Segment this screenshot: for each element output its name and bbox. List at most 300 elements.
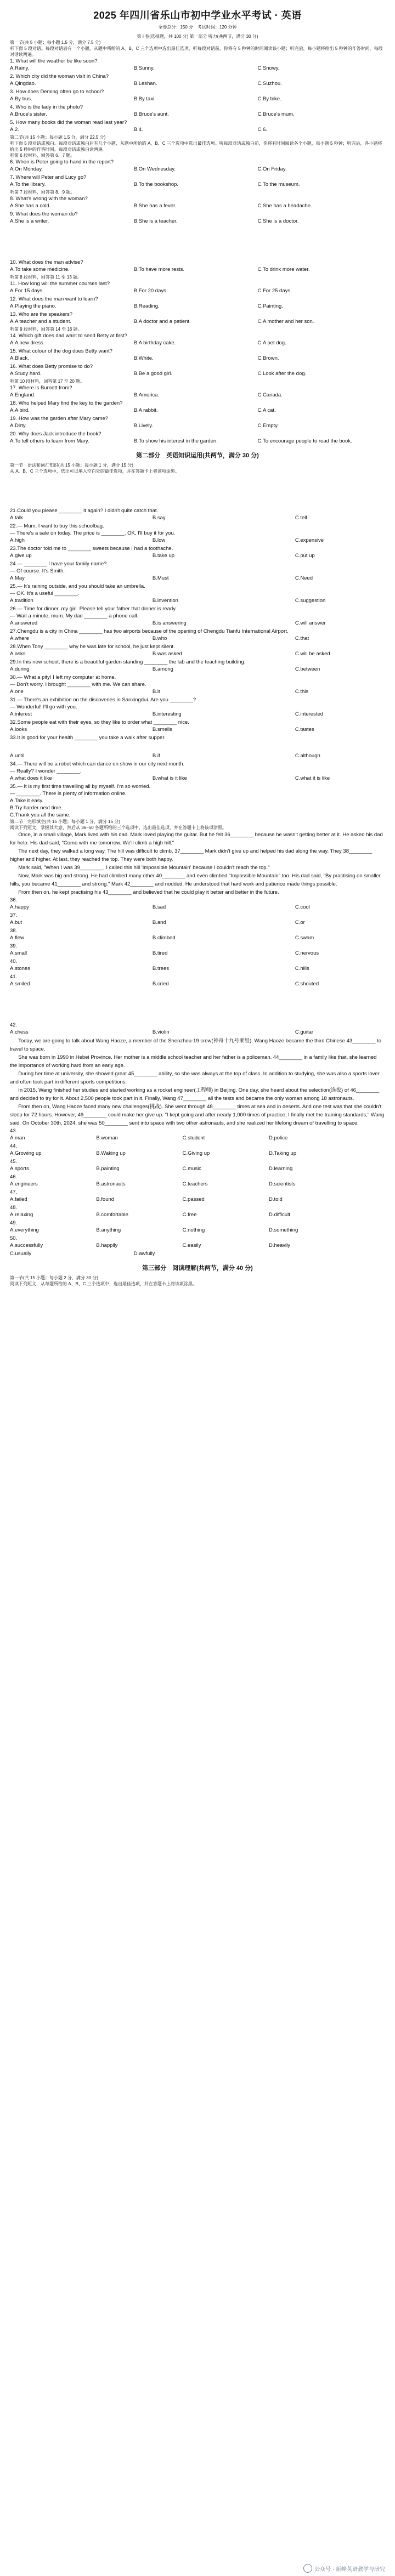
option[interactable]: A.high bbox=[10, 537, 25, 543]
option-row bbox=[10, 1165, 385, 1173]
question: — Wait a minute, mum. My dad ________ a phone call. bbox=[10, 613, 139, 619]
option[interactable]: C.To drink more water. bbox=[257, 266, 310, 273]
option[interactable]: B.To show his interest in the garden. bbox=[133, 438, 218, 444]
option[interactable]: A.Playing the piano. bbox=[10, 303, 57, 309]
option[interactable]: C.shouted bbox=[295, 981, 319, 987]
option[interactable]: C.guitar bbox=[295, 1029, 314, 1035]
option-row bbox=[10, 666, 385, 673]
option[interactable]: A.answered bbox=[10, 620, 38, 626]
passage-paragraph: Today, we are going to talk about Wang Haoze, a member of the Shenzhou-19 crew(神舟十九号乘组). Wang Haoze became the third Chinese 43________ to travel to space. bbox=[10, 1038, 382, 1052]
option[interactable]: B.violin bbox=[152, 1029, 170, 1035]
option[interactable]: A.happy bbox=[10, 904, 29, 910]
question: 37. bbox=[10, 912, 18, 918]
passage-paragraph: Now, Mark was big and strong. He had climbed many other 40________ and even climbed "Impossible Mountain" too. His dad said, "By practising on smaller hills, you became 41________ and strong." Mark 42________ and nodded. He understood that hard work and patience made things possible. bbox=[10, 873, 381, 887]
option[interactable]: C.On Friday. bbox=[257, 166, 287, 172]
option[interactable]: C.or bbox=[295, 920, 305, 926]
option-row bbox=[10, 266, 385, 274]
option[interactable]: C.Canada. bbox=[257, 392, 283, 398]
option[interactable]: A.Study hard. bbox=[10, 371, 42, 377]
option[interactable]: A.smiled bbox=[10, 981, 30, 987]
option[interactable]: B.interesting bbox=[152, 711, 182, 717]
option[interactable]: D.police bbox=[268, 1135, 288, 1141]
option[interactable]: C.She has a headache. bbox=[257, 203, 312, 209]
option[interactable]: C.passed bbox=[182, 1196, 205, 1202]
question: 8. What's wrong with the woman? bbox=[10, 196, 88, 202]
option[interactable]: C.For 25 days. bbox=[257, 288, 292, 294]
option[interactable]: B.astronauts bbox=[96, 1181, 126, 1187]
option[interactable]: B.smells bbox=[152, 727, 172, 733]
question: — Wonderful! I'll go with you. bbox=[10, 704, 77, 710]
option[interactable]: C.Suzhou. bbox=[257, 81, 282, 87]
question: 31.— There's an exhibition on the discoveries in Sanxingdui. Are you ________? bbox=[10, 697, 196, 703]
option[interactable]: C.nervous bbox=[295, 950, 319, 956]
material-note: 听第 9 段材料，回答第 14 至 16 题。 bbox=[10, 327, 82, 332]
question: — Really? I wonder ________. bbox=[10, 768, 82, 774]
option[interactable]: A.A teacher and a student. bbox=[10, 319, 71, 325]
option[interactable]: C.Bruce's mum. bbox=[257, 111, 295, 117]
question-group bbox=[10, 195, 385, 225]
option[interactable]: C.student bbox=[182, 1135, 205, 1141]
option[interactable]: B.tired bbox=[152, 950, 168, 956]
option[interactable]: B.She is a teacher. bbox=[133, 218, 178, 224]
question-group bbox=[10, 507, 385, 741]
option[interactable]: C.between bbox=[295, 666, 320, 672]
option[interactable]: D.something bbox=[268, 1227, 298, 1233]
question: 48. bbox=[10, 1205, 18, 1211]
option-row bbox=[10, 1242, 385, 1250]
option[interactable]: A.She is a writer. bbox=[10, 218, 49, 224]
section-instructions: 阅读下列短文，从每题所给的 A、B、C 三个选项中，选出最佳选项，并在答题卡上将该项涂黑。 bbox=[10, 1281, 197, 1286]
option[interactable]: A.sports bbox=[10, 1166, 29, 1172]
option[interactable]: B.low bbox=[152, 537, 166, 543]
option[interactable]: C.cool bbox=[295, 904, 310, 910]
option-row bbox=[10, 438, 385, 445]
option[interactable]: C.usually bbox=[10, 1251, 32, 1257]
material-note: 听第 7 段材料，回答第 8、9 题。 bbox=[10, 190, 75, 195]
question: 45. bbox=[10, 1159, 18, 1165]
watermark bbox=[303, 2564, 385, 2573]
option[interactable]: A.Qingdao. bbox=[10, 81, 36, 87]
option-row bbox=[10, 965, 385, 973]
option[interactable]: A.May bbox=[10, 575, 25, 581]
option-row bbox=[10, 202, 385, 210]
question-group bbox=[10, 897, 385, 988]
option-row bbox=[10, 597, 385, 605]
option[interactable]: B.among bbox=[152, 666, 173, 672]
option[interactable]: C.what it is like bbox=[295, 775, 330, 781]
option[interactable]: B.climbed bbox=[152, 935, 176, 941]
option-row bbox=[10, 303, 385, 310]
question-group bbox=[10, 1127, 385, 1258]
option[interactable]: C.To the museum. bbox=[257, 181, 300, 188]
option[interactable]: C.Giving up bbox=[182, 1150, 210, 1156]
question: 46. bbox=[10, 1174, 18, 1180]
option[interactable]: B.Sunny. bbox=[133, 65, 155, 71]
material-note: 听第 8 段材料，回答第 11 至 13 题。 bbox=[10, 275, 82, 280]
option[interactable]: C.although bbox=[295, 753, 320, 759]
passage-paragraph: From then on, Wang Haoze faced many new challenges(挑战). She went through 48________ times at sea and in deserts. And one test was that she couldn't sleep for 72 hours. However, 49________ could make her give up. "I kept going and after nearly 1,000 times of practice, I finally met the training standards," Wang said. On October 30th, 2024, she was 50________ sent into space with two other astronauts, and she realized her lifelong dream of travelling to space. bbox=[10, 1104, 385, 1126]
question: 2. Which city did the woman visit in China? bbox=[10, 73, 109, 80]
option[interactable]: C.Thank you all the same. bbox=[10, 812, 71, 818]
option[interactable]: B.White. bbox=[133, 355, 154, 361]
section-note: 第一节 语法和词汇知识(共 15 小题；每小题 1 分，满分 15 分) bbox=[10, 463, 133, 468]
option[interactable]: A.A new dress. bbox=[10, 340, 45, 346]
option[interactable]: C.will answer bbox=[295, 620, 326, 626]
option[interactable]: A.Black. bbox=[10, 355, 29, 361]
option-row bbox=[10, 318, 385, 326]
option-row bbox=[10, 726, 385, 734]
question: 44. bbox=[10, 1143, 18, 1149]
material-note: 听第 10 段材料，回答第 17 至 20 题。 bbox=[10, 379, 85, 384]
option[interactable]: B.sad bbox=[152, 904, 166, 910]
option[interactable]: A.To the library. bbox=[10, 181, 46, 188]
option[interactable]: B.was asked bbox=[152, 651, 182, 657]
option[interactable]: C.that bbox=[295, 636, 309, 642]
option[interactable]: C.tastes bbox=[295, 727, 314, 733]
option[interactable]: B.who bbox=[152, 636, 167, 642]
option-row bbox=[10, 688, 385, 696]
question: 18. Who helped Mary find the key to the garden? bbox=[10, 400, 123, 406]
question: 19. How was the garden after Mary came? bbox=[10, 416, 109, 422]
question: 30.— What a pity! I left my computer at home. bbox=[10, 674, 116, 680]
question: 24.— ________ I have your family name? bbox=[10, 561, 107, 567]
question: 29.In this new school, there is a beautiful garden standing ________ the lab and the teaching building. bbox=[10, 659, 246, 665]
option-row bbox=[10, 552, 385, 560]
option[interactable]: C.put up bbox=[295, 553, 315, 559]
section-note: 第一节(共 15 小题；每小题 2 分，满分 30 分) bbox=[10, 1275, 98, 1280]
option[interactable]: A.On Monday. bbox=[10, 166, 43, 172]
option[interactable]: B.Lively. bbox=[133, 423, 153, 429]
option-row bbox=[10, 950, 385, 957]
watermark-text: 公众号 · 新峰英语教学与研究 bbox=[314, 2566, 385, 2573]
part3-header: 第三部分 阅读理解(共两节，满分 40 分) bbox=[142, 1265, 253, 1272]
option[interactable]: B.take up bbox=[152, 553, 175, 559]
option[interactable]: C.A mother and her son. bbox=[257, 319, 314, 325]
option-row bbox=[10, 1029, 385, 1036]
question: 17. Where is Burnett from? bbox=[10, 385, 72, 391]
option-row bbox=[10, 218, 385, 225]
option[interactable]: B.Try harder next time. bbox=[10, 805, 63, 811]
section-note: 第二节(共 15 小题；每小题 1.5 分，满分 22.5 分) bbox=[10, 135, 106, 140]
option-row bbox=[10, 422, 385, 430]
cloze-passage bbox=[10, 831, 385, 897]
option[interactable]: C.nothing bbox=[182, 1227, 205, 1233]
question: 42. bbox=[10, 1022, 18, 1028]
question: 50. bbox=[10, 1235, 18, 1241]
option[interactable]: C.this bbox=[295, 689, 309, 695]
question: 7. Where will Peter and Lucy go? bbox=[10, 174, 87, 180]
question: 9. What does the woman do? bbox=[10, 211, 78, 217]
option[interactable]: A.2. bbox=[10, 127, 19, 133]
part1-header: 第 I 卷(选择题，共 100 分) 第一部分 听力(共两节，满分 30 分) bbox=[137, 34, 258, 39]
question-group bbox=[10, 384, 385, 445]
option[interactable]: B.painting bbox=[96, 1166, 120, 1172]
option-row bbox=[10, 1211, 385, 1219]
option[interactable]: A.where bbox=[10, 636, 29, 642]
option[interactable]: D.learning bbox=[268, 1166, 293, 1172]
question-group bbox=[10, 332, 385, 378]
passage-paragraph: The next day, they walked a long way. The hill was difficult to climb, 37________ Mark didn't give up and helped his dad along the way. They 38________ higher and higher. At last, they reached the top. They were both happy. bbox=[10, 848, 373, 863]
option[interactable]: C.will be asked bbox=[295, 651, 330, 657]
wechat-icon bbox=[303, 2564, 312, 2573]
question: — There's a sale on today. The price is ________. OK, I'll buy it for you. bbox=[10, 530, 176, 536]
exam-info: 全卷总分：150 分 考试时间：120 分钟 bbox=[158, 25, 237, 30]
question: 15. What colour of the dog does Betty want? bbox=[10, 348, 112, 354]
option-row bbox=[10, 1196, 385, 1204]
option[interactable]: A.Dirty. bbox=[10, 423, 27, 429]
option[interactable]: C.Brown. bbox=[257, 355, 279, 361]
option[interactable]: A.looks bbox=[10, 727, 27, 733]
option-row bbox=[10, 904, 385, 911]
option[interactable]: A.until bbox=[10, 753, 25, 759]
option-row bbox=[10, 775, 385, 782]
option[interactable]: B.To have more rests. bbox=[133, 266, 185, 273]
option-row bbox=[10, 111, 385, 118]
exam-page bbox=[10, 8, 385, 1287]
option[interactable]: C.free bbox=[182, 1212, 197, 1218]
option-row bbox=[10, 95, 385, 103]
option[interactable]: B.trees bbox=[152, 966, 170, 972]
option[interactable]: B.A doctor and a patient. bbox=[133, 319, 191, 325]
option[interactable]: A.talk bbox=[10, 515, 23, 521]
option[interactable]: A.Take it easy. bbox=[10, 798, 44, 804]
question: 25.— It's raining outside, and you should take an umbrella. bbox=[10, 583, 145, 589]
option[interactable]: A.England. bbox=[10, 392, 36, 398]
question: 4. Who is the lady in the photo? bbox=[10, 104, 83, 110]
option[interactable]: A.failed bbox=[10, 1196, 27, 1202]
question: 22.— Mum, I want to buy this schoolbag. bbox=[10, 523, 104, 529]
question: 21.Could you please ________ it again? I didn't quite catch that. bbox=[10, 508, 159, 514]
question: 10. What does the man advise? bbox=[10, 259, 83, 265]
option[interactable]: C.tell bbox=[295, 515, 307, 521]
option[interactable]: D.Taking up bbox=[268, 1150, 297, 1156]
option[interactable]: A.To take some medicine. bbox=[10, 266, 70, 273]
option[interactable]: A.asks bbox=[10, 651, 26, 657]
option[interactable]: C.teachers bbox=[182, 1181, 208, 1187]
option[interactable]: C.Need bbox=[295, 575, 313, 581]
option[interactable]: A.give up bbox=[10, 553, 32, 559]
option[interactable]: B.On Wednesday. bbox=[133, 166, 176, 172]
option-row bbox=[10, 287, 385, 295]
option[interactable]: D.heavily bbox=[268, 1242, 291, 1249]
question: 47. bbox=[10, 1189, 18, 1195]
question: 3. How does Deming often go to school? bbox=[10, 89, 104, 95]
option[interactable]: B.woman bbox=[96, 1135, 118, 1141]
question: — Of course. It's Smith. bbox=[10, 568, 65, 574]
option-row bbox=[10, 1250, 385, 1258]
option[interactable]: B.4. bbox=[133, 127, 143, 133]
passage-paragraph: From then on, he kept practising his 43________ and believed that he could play it better and better in the future. bbox=[18, 889, 279, 895]
option[interactable]: B.happily bbox=[96, 1242, 118, 1249]
option[interactable]: A.but bbox=[10, 920, 22, 926]
option[interactable]: A.relaxing bbox=[10, 1212, 33, 1218]
option-row bbox=[10, 537, 385, 544]
option[interactable]: A.successfully bbox=[10, 1242, 43, 1249]
option[interactable]: C.By bike. bbox=[257, 96, 281, 102]
option-row bbox=[10, 391, 385, 399]
option-row bbox=[10, 1150, 385, 1158]
option[interactable]: A.Rainy. bbox=[10, 65, 30, 71]
option[interactable]: A.To tell others to learn from Mary. bbox=[10, 438, 89, 444]
option[interactable]: B.invention bbox=[152, 598, 178, 604]
option-row bbox=[10, 1134, 385, 1142]
option[interactable]: C.She is a doctor. bbox=[257, 218, 299, 224]
question: 35.— It is my first time travelling all by myself. I'm so worried. bbox=[10, 784, 151, 790]
option[interactable]: A.one bbox=[10, 689, 24, 695]
question: 14. Which gift does dad want to send Betty at first? bbox=[10, 333, 127, 339]
option[interactable]: C.swam bbox=[295, 935, 314, 941]
option[interactable]: A.interest bbox=[10, 711, 32, 717]
option[interactable]: B.America. bbox=[133, 392, 160, 398]
question: — OK. It's a useful ________. bbox=[10, 591, 80, 597]
option-row bbox=[10, 181, 385, 189]
option-row bbox=[10, 166, 385, 173]
option-row bbox=[10, 126, 385, 134]
option[interactable]: A.stones bbox=[10, 966, 30, 972]
option[interactable]: A.She has a cold. bbox=[10, 203, 51, 209]
option[interactable]: C.Painting. bbox=[257, 303, 283, 309]
cloze-passage bbox=[10, 1037, 385, 1127]
option[interactable]: B.Must bbox=[152, 575, 169, 581]
option[interactable]: A.flew bbox=[10, 935, 24, 941]
option[interactable]: B.cried bbox=[152, 981, 169, 987]
question: 1. What will the weather be like soon? bbox=[10, 58, 98, 64]
option[interactable]: B.Leshan. bbox=[133, 81, 157, 87]
option-row bbox=[10, 635, 385, 643]
option-row bbox=[10, 575, 385, 582]
option-row bbox=[10, 980, 385, 988]
option[interactable]: D.difficult bbox=[268, 1212, 290, 1218]
option[interactable]: D.told bbox=[268, 1196, 283, 1202]
section-instructions: 从 A、B、C 三个选项中，选出可以填入空白处的最佳选项，并在答题卡上将该项涂黑。 bbox=[10, 469, 179, 474]
option[interactable]: B.it bbox=[152, 689, 160, 695]
passage-paragraph: In 2015, Wang finished her studies and started working as a rocket engineer(工程师) in Beijing. One day, she heard about the selection(选拔) of 46________ and decided to try for it. About 2,500 people took part in it. Finally, Wang 47________ all the tests and became the only woman among 18 astronauts. bbox=[10, 1087, 380, 1102]
option-row bbox=[10, 919, 385, 927]
question-group bbox=[10, 1022, 385, 1036]
question: 28.When Tony ________ why he was late for school, he just kept silent. bbox=[10, 644, 175, 650]
question: 12. What does the man want to learn? bbox=[10, 296, 98, 302]
option[interactable]: A.during bbox=[10, 666, 30, 672]
option[interactable]: B.and bbox=[152, 920, 166, 926]
question: 38. bbox=[10, 928, 18, 934]
option[interactable]: A.chess bbox=[10, 1029, 29, 1035]
question: 11. How long will the summer courses last? bbox=[10, 281, 110, 287]
option[interactable]: A.engineers bbox=[10, 1181, 38, 1187]
question: — Don't worry. I brought ________ with me. We can share. bbox=[10, 682, 146, 688]
question: — ________. There is plenty of information online. bbox=[10, 791, 127, 797]
option[interactable]: B.A birthday cake. bbox=[133, 340, 176, 346]
option[interactable]: A.man bbox=[10, 1135, 25, 1141]
option[interactable]: D.awfully bbox=[133, 1251, 155, 1257]
option-row bbox=[10, 620, 385, 627]
question: 16. What does Betty promise to do? bbox=[10, 364, 93, 370]
question: 41. bbox=[10, 974, 18, 980]
option[interactable]: A.Bruce's sister. bbox=[10, 111, 47, 117]
section-instructions: 听下面 5 段对话。每段对话后有一个小题，从题中所给的 A、B、C 三个选项中选出最佳选项，听每段对话前，你将有 5 秒钟的时间阅读该小题；听完后，每小题将给出 5 秒钟的作答时间。每段对话读两遍。 bbox=[10, 46, 383, 57]
option[interactable]: C.suggestion bbox=[295, 598, 326, 604]
section-instructions: 听下面 5 段对话或独白。每段对话或独白后有几个小题，从题中所给的 A、B、C 三个选项中选出最佳选项。听每段对话或独白前，你将有时间阅读各个小题，每小题 5 秒钟；听完后，各小题将给出 5 秒钟的作答时间。每段对话或独白读两遍。 bbox=[10, 141, 382, 152]
option[interactable]: C.interested bbox=[295, 711, 324, 717]
option-row bbox=[10, 1181, 385, 1188]
option[interactable]: A.small bbox=[10, 950, 27, 956]
question: 26.— Time for dinner, my girl. Please tell your father that dinner is ready. bbox=[10, 606, 177, 612]
question: 32.Some people eat with their eyes, so they like to order what ________ nice. bbox=[10, 719, 189, 725]
question: 5. How many books did the woman read last year? bbox=[10, 120, 127, 126]
question: 43. bbox=[10, 1128, 18, 1134]
question: 20. Why does Jack introduce the book? bbox=[10, 431, 101, 437]
option[interactable]: C.expensive bbox=[295, 537, 324, 543]
material-note: 听第 6 段材料，回答第 6、7 题。 bbox=[10, 153, 75, 158]
passage-paragraph: Mark said, "When I was 39________, I called this hill 'Impossible Mountain' because I couldn't reach the top." bbox=[18, 865, 270, 871]
option[interactable]: C.hills bbox=[295, 966, 309, 972]
option-row bbox=[10, 752, 385, 760]
option-row bbox=[10, 65, 385, 72]
part2-header: 第二部分 英语知识运用(共两节，满分 30 分) bbox=[136, 452, 259, 459]
option[interactable]: B.what is it like bbox=[152, 775, 187, 781]
section-note: 第一节(共 5 小题；每小题 1.5 分，满分 7.5 分) bbox=[10, 40, 101, 45]
passage-paragraph: During her time at university, she showed great 45________ ability, so she was always at the top of class. In addition to studying, she was also a sports lover and often took part in different sports competitions. bbox=[10, 1071, 380, 1085]
option[interactable]: C.Snowy. bbox=[257, 65, 280, 71]
page-title: 2025 年四川省乐山市初中学业水平考试 · 英语 bbox=[93, 10, 302, 21]
option[interactable]: C.easily bbox=[182, 1242, 201, 1249]
option[interactable]: B.say bbox=[152, 515, 166, 521]
option[interactable]: B.if bbox=[152, 753, 160, 759]
option[interactable]: B.anything bbox=[96, 1227, 121, 1233]
option-row bbox=[10, 339, 385, 347]
option[interactable]: B.For 20 days. bbox=[133, 288, 168, 294]
question: 23.The doctor told me to ________ sweets because I had a toothache. bbox=[10, 546, 173, 552]
question-group bbox=[10, 158, 385, 189]
option[interactable]: B.is answering bbox=[152, 620, 187, 626]
option[interactable]: B.Be a good girl. bbox=[133, 371, 172, 377]
option[interactable]: C.Look after the dog. bbox=[257, 371, 307, 377]
option[interactable]: C.A pet dog. bbox=[257, 340, 286, 346]
passage-paragraph: She was born in 1990 in Hebei Province. Her mother is a middle school teacher and her father is a policeman. 44________ in a family like that, she learned the importance of working hard from an early age. bbox=[10, 1054, 377, 1069]
section-note: 第二节 完形填空(共 15 小题；每小题 1 分，满分 15 分) bbox=[10, 819, 120, 824]
option[interactable]: C.Empty. bbox=[257, 423, 279, 429]
option[interactable]: A.what does it like bbox=[10, 775, 52, 781]
option-row bbox=[10, 355, 385, 362]
option-row bbox=[10, 407, 385, 415]
option[interactable]: C.6. bbox=[257, 127, 267, 133]
option[interactable]: C.A cat. bbox=[257, 407, 276, 413]
option[interactable]: A.By bus. bbox=[10, 96, 32, 102]
option[interactable]: D.scientists bbox=[268, 1181, 296, 1187]
option[interactable]: B.By taxi. bbox=[133, 96, 156, 102]
option[interactable]: B.comfortable bbox=[96, 1212, 128, 1218]
option[interactable]: A.everything bbox=[10, 1227, 39, 1233]
question: 27.Chengdu is a city in China ________ has two airports because of the opening of Chengdu Tianfu International Airport. bbox=[10, 628, 289, 634]
option-row bbox=[10, 934, 385, 942]
question: 13. Who are the speakers? bbox=[10, 311, 73, 317]
option[interactable]: C.music bbox=[182, 1166, 201, 1172]
option[interactable]: B.A rabbit. bbox=[133, 407, 158, 413]
option[interactable]: B.Reading. bbox=[133, 303, 160, 309]
option[interactable]: A.Growing up bbox=[10, 1150, 42, 1156]
option-row bbox=[10, 80, 385, 88]
option[interactable]: B.To the bookshop. bbox=[133, 181, 179, 188]
option[interactable]: B.Waking up bbox=[96, 1150, 126, 1156]
option[interactable]: A.tradition bbox=[10, 598, 33, 604]
option[interactable]: B.Bruce's aunt. bbox=[133, 111, 169, 117]
question-group bbox=[10, 259, 385, 274]
option[interactable]: B.She has a fever. bbox=[133, 203, 177, 209]
option[interactable]: C.To encourage people to read the book. bbox=[257, 438, 352, 444]
option[interactable]: B.found bbox=[96, 1196, 115, 1202]
question-group bbox=[10, 58, 385, 134]
option[interactable]: A.A bird. bbox=[10, 407, 30, 413]
option[interactable]: A.For 15 days. bbox=[10, 288, 44, 294]
